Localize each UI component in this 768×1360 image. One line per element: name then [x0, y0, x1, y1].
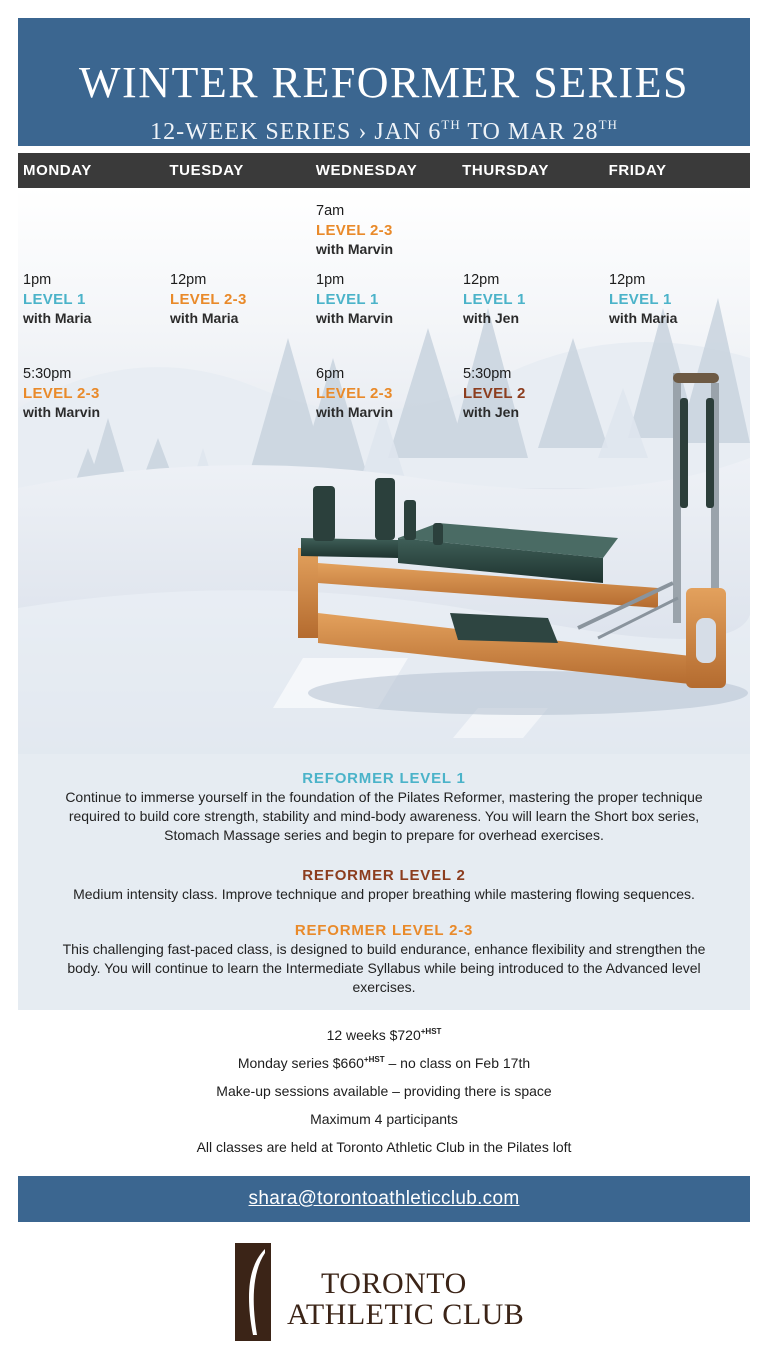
- logo-line-2: ATHLETIC CLUB: [287, 1298, 525, 1331]
- class-instructor: with Marvin: [23, 404, 101, 420]
- price-line: [18, 1027, 750, 1043]
- club-logo-wordmark: [287, 1269, 524, 1331]
- class-level: LEVEL 1: [23, 291, 86, 308]
- tax-note: +HST: [363, 1055, 385, 1064]
- class-thu-530pm: [463, 365, 603, 422]
- class-instructor: with Maria: [23, 310, 92, 326]
- toronto-athletic-club-logo-mark: [235, 1243, 271, 1341]
- class-wed-7am: [316, 202, 456, 259]
- class-time: 12pm: [609, 272, 646, 288]
- header-banner: [18, 18, 750, 146]
- makeup-line: Make-up sessions available – providing there is space: [216, 1083, 552, 1099]
- monday-price-text: Monday series $660: [237, 1055, 364, 1071]
- day-tuesday: TUESDAY: [169, 162, 244, 179]
- class-level: LEVEL 1: [316, 291, 379, 308]
- contact-bar: [18, 1176, 750, 1222]
- weekday-header-bar: [18, 153, 750, 188]
- class-instructor: with Maria: [609, 310, 678, 326]
- class-time: 1pm: [23, 272, 52, 288]
- monday-note: – no class on Feb 17th: [384, 1055, 531, 1071]
- class-mon-530pm: [23, 365, 163, 422]
- class-tue-12pm: [170, 271, 310, 328]
- class-wed-6pm: [316, 365, 456, 422]
- price-text: 12 weeks $720: [326, 1027, 421, 1043]
- class-level: LEVEL 2: [463, 385, 526, 402]
- class-mon-1pm: [23, 271, 163, 328]
- description-level-1: [18, 769, 750, 845]
- dates-end: TO MAR 28: [460, 119, 599, 145]
- page-title: WINTER REFORMER SERIES: [79, 58, 689, 107]
- level-descriptions: [18, 754, 750, 1010]
- class-instructor: with Jen: [463, 404, 520, 420]
- description-title: REFORMER LEVEL 2: [302, 867, 466, 884]
- day-monday: MONDAY: [23, 162, 92, 179]
- class-level: LEVEL 2-3: [170, 291, 247, 308]
- description-title: REFORMER LEVEL 1: [302, 770, 466, 787]
- max-participants-line: Maximum 4 participants: [310, 1111, 458, 1127]
- monday-price-line: [18, 1055, 750, 1071]
- class-level: LEVEL 2-3: [316, 385, 393, 402]
- logo-line-1: TORONTO: [321, 1267, 467, 1300]
- class-time: 6pm: [316, 366, 345, 382]
- day-wednesday: WEDNESDAY: [315, 162, 418, 179]
- class-level: LEVEL 1: [463, 291, 526, 308]
- description-level-2: [18, 866, 750, 904]
- description-body: This challenging fast-paced class, is designed to build endurance, enhance flexibility and strengthen the body. You will continue to learn the Intermediate Syllabus while being introduced to the Advanced level exercises.: [62, 941, 706, 995]
- class-time: 5:30pm: [463, 366, 512, 382]
- class-time: 12pm: [463, 272, 500, 288]
- dates-end-suffix: TH: [598, 117, 618, 132]
- class-level: LEVEL 2-3: [23, 385, 100, 402]
- description-body: Medium intensity class. Improve technique and proper breathing while mastering flowing sequences.: [73, 886, 695, 902]
- description-title: REFORMER LEVEL 2-3: [294, 922, 474, 939]
- class-time: 12pm: [170, 272, 207, 288]
- class-fri-12pm: [609, 271, 749, 328]
- day-thursday: THURSDAY: [462, 162, 549, 179]
- class-instructor: with Jen: [463, 310, 520, 326]
- class-time: 5:30pm: [23, 366, 72, 382]
- dates-start-suffix: TH: [441, 117, 461, 132]
- class-thu-12pm: [463, 271, 603, 328]
- class-instructor: with Marvin: [316, 310, 394, 326]
- tax-note: +HST: [420, 1027, 442, 1036]
- series-dates: [18, 111, 750, 146]
- description-level-2-3: [18, 921, 750, 997]
- email-link[interactable]: shara@torontoathleticclub.com: [248, 1188, 520, 1209]
- dates-start: 12-WEEK SERIES › JAN 6: [150, 119, 442, 145]
- class-level: LEVEL 2-3: [316, 222, 393, 239]
- location-line: All classes are held at Toronto Athletic Club in the Pilates loft: [196, 1139, 572, 1155]
- class-instructor: with Maria: [170, 310, 239, 326]
- day-friday: FRIDAY: [608, 162, 667, 179]
- description-body: Continue to immerse yourself in the foundation of the Pilates Reformer, mastering the proper technique required to build core strength, stability and mind-body awareness. You will learn the Short box series, Stomach Massage series and begin to prepare for overhead exercises.: [65, 789, 703, 843]
- class-time: 7am: [316, 203, 345, 219]
- class-instructor: with Marvin: [316, 241, 394, 257]
- class-level: LEVEL 1: [609, 291, 672, 308]
- class-instructor: with Marvin: [316, 404, 394, 420]
- class-wed-1pm: [316, 271, 456, 328]
- class-time: 1pm: [316, 272, 345, 288]
